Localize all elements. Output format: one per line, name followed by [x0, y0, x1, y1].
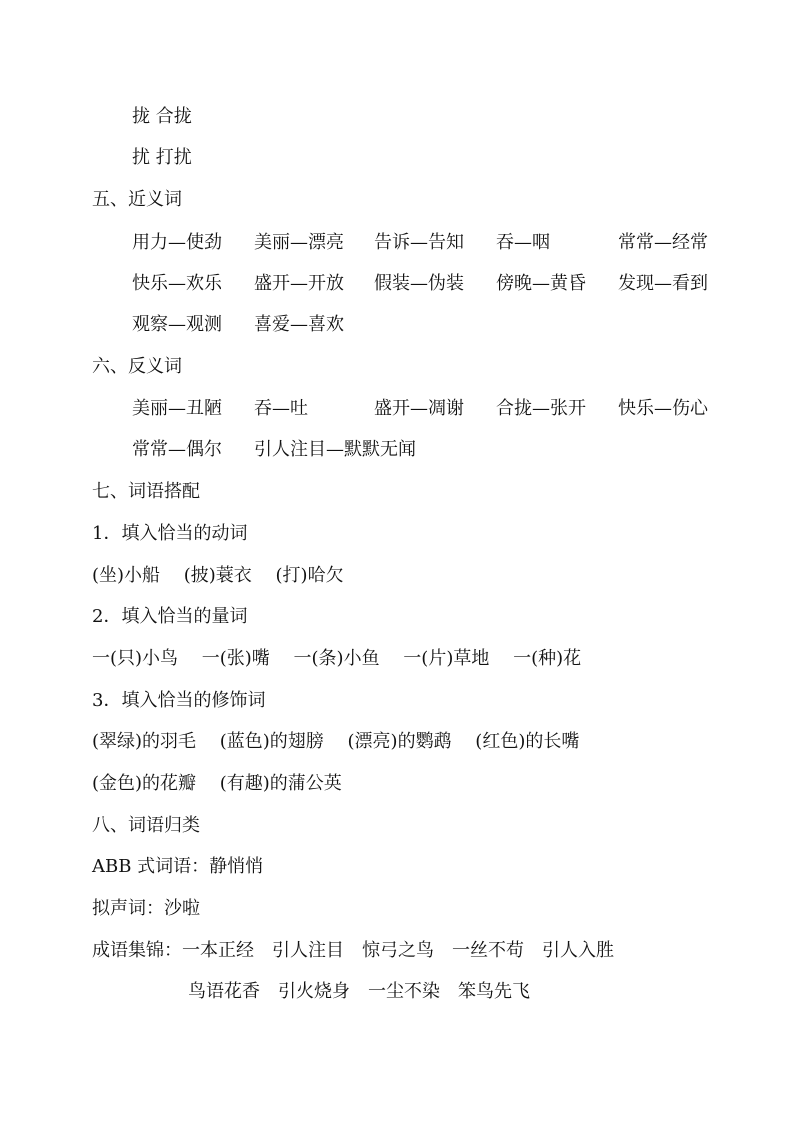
- answer-verbs: (坐)小船 (披)蓑衣 (打)哈欠: [92, 565, 344, 586]
- answer-measure-words: 一(只)小鸟 一(张)嘴 一(条)小鱼 一(片)草地 一(种)花: [92, 648, 582, 669]
- synonym-row-1: [0, 228, 793, 258]
- synonym-pair: 用力—使劲: [132, 232, 222, 253]
- synonym-pair: 常常—经常: [618, 232, 708, 253]
- answer-modifiers-1: (翠绿)的羽毛 (蓝色)的翅膀 (漂亮)的鹦鹉 (红色)的长嘴: [92, 731, 580, 752]
- answer-modifiers-2: (金色)的花瓣 (有趣)的蒲公英: [92, 773, 342, 794]
- word-line-rao: 扰 打扰: [132, 147, 192, 168]
- synonym-pair: 发现—看到: [618, 273, 708, 294]
- antonym-pair: 盛开—凋谢: [374, 398, 464, 419]
- antonym-pair: 快乐—伤心: [618, 398, 708, 419]
- synonym-pair: 美丽—漂亮: [254, 232, 344, 253]
- abb-words: ABB 式词语：静悄悄: [92, 856, 264, 877]
- synonym-row-3: [0, 310, 793, 340]
- synonym-pair: 观察—观测: [132, 314, 222, 335]
- antonym-row-1: [0, 394, 793, 424]
- onomatopoeia-words: 拟声词：沙啦: [92, 898, 200, 919]
- section-heading-synonyms: 五、近义词: [92, 189, 182, 210]
- section-heading-collocation: 七、词语搭配: [92, 481, 200, 502]
- antonym-pair: 合拢—张开: [496, 398, 586, 419]
- antonym-pair: 美丽—丑陋: [132, 398, 222, 419]
- antonym-row-2: [0, 435, 793, 465]
- question-modifiers: 3．填入恰当的修饰词: [92, 690, 266, 711]
- antonym-pair: 吞—吐: [254, 398, 308, 419]
- idioms-row-1: 成语集锦：一本正经 引人注目 惊弓之鸟 一丝不苟 引人入胜: [92, 940, 614, 961]
- question-verbs: 1．填入恰当的动词: [92, 523, 248, 544]
- antonym-pair: 常常—偶尔: [132, 439, 222, 460]
- synonym-pair: 告诉—告知: [374, 232, 464, 253]
- synonym-pair: 快乐—欢乐: [132, 273, 222, 294]
- synonym-pair: 盛开—开放: [254, 273, 344, 294]
- synonym-pair: 吞—咽: [496, 232, 550, 253]
- antonym-pair: 引人注目—默默无闻: [254, 439, 416, 460]
- idioms-row-2: 鸟语花香 引火烧身 一尘不染 笨鸟先飞: [188, 981, 530, 1002]
- synonym-row-2: [0, 269, 793, 299]
- synonym-pair: 假装—伪装: [374, 273, 464, 294]
- question-measure-words: 2．填入恰当的量词: [92, 606, 248, 627]
- section-heading-classification: 八、词语归类: [92, 815, 200, 836]
- word-line-long: 拢 合拢: [132, 106, 192, 127]
- synonym-pair: 傍晚—黄昏: [496, 273, 586, 294]
- synonym-pair: 喜爱—喜欢: [254, 314, 344, 335]
- section-heading-antonyms: 六、反义词: [92, 356, 182, 377]
